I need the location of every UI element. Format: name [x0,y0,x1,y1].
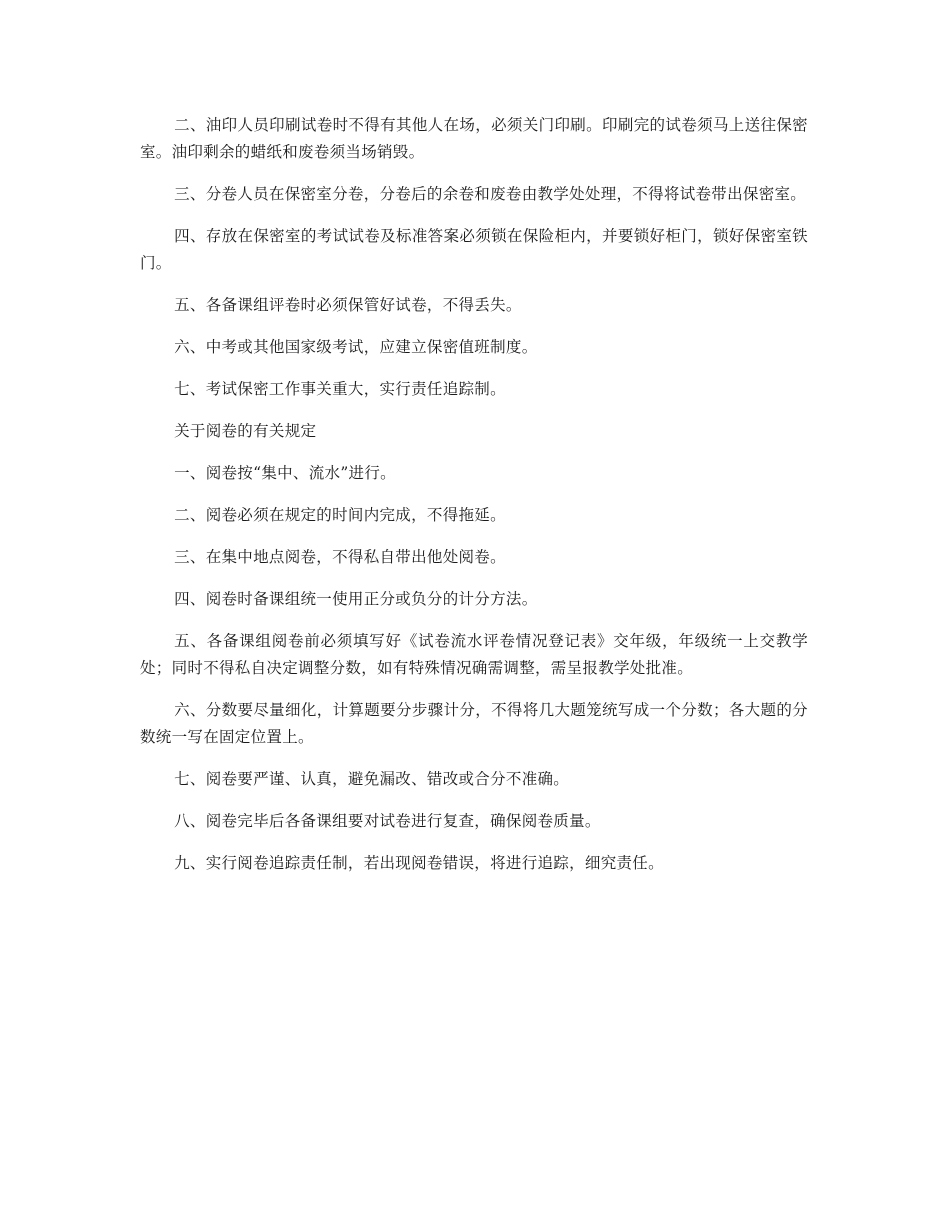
paragraph-printing-rule: 二、油印人员印刷试卷时不得有其他人在场，必须关门印刷。印刷完的试卷须马上送往保密室。油印剩余的蜡纸和废卷须当场销毁。 [140,116,808,161]
paragraph-grading-rule-6: 六、分数要尽量细化，计算题要分步骤计分，不得将几大题笼统写成一个分数；各大题的分数统一写在固定位置上。 [140,701,808,746]
paragraph-grading-custody-rule: 五、各备课组评卷时必须保管好试卷，不得丢失。 [174,296,522,314]
document-body [140,112,808,892]
paragraph-grading-rule-8: 八、阅卷完毕后各备课组要对试卷进行复查，确保阅卷质量。 [174,812,601,830]
paragraph-grading-rule-4: 四、阅卷时备课组统一使用正分或负分的计分方法。 [174,590,538,608]
paragraph-grading-rule-5: 五、各备课组阅卷前必须填写好《试卷流水评卷情况登记表》交年级，年级统一上交教学处；同时不得私自决定调整分数，如有特殊情况确需调整，需呈报教学处批准。 [140,632,808,677]
section-heading-grading: 关于阅卷的有关规定 [174,422,317,440]
paragraph-grading-rule-9: 九、实行阅卷追踪责任制，若出现阅卷错误，将进行追踪，细究责任。 [174,854,664,872]
paragraph-storage-rule: 四、存放在保密室的考试试卷及标准答案必须锁在保险柜内，并要锁好柜门，锁好保密室铁门。 [140,227,808,272]
paragraph-grading-rule-2: 二、阅卷必须在规定的时间内完成，不得拖延。 [174,506,506,524]
paragraph-grading-rule-3: 三、在集中地点阅卷，不得私自带出他处阅卷。 [174,548,506,566]
paragraph-sorting-rule: 三、分卷人员在保密室分卷，分卷后的余卷和废卷由教学处处理，不得将试卷带出保密室。 [174,185,807,203]
paragraph-responsibility-rule: 七、考试保密工作事关重大，实行责任追踪制。 [174,380,506,398]
paragraph-grading-rule-7: 七、阅卷要严谨、认真，避免漏改、错改或合分不准确。 [174,770,570,788]
paragraph-duty-rule: 六、中考或其他国家级考试，应建立保密值班制度。 [174,338,538,356]
paragraph-grading-rule-1: 一、阅卷按“集中、流水”进行。 [174,464,396,482]
